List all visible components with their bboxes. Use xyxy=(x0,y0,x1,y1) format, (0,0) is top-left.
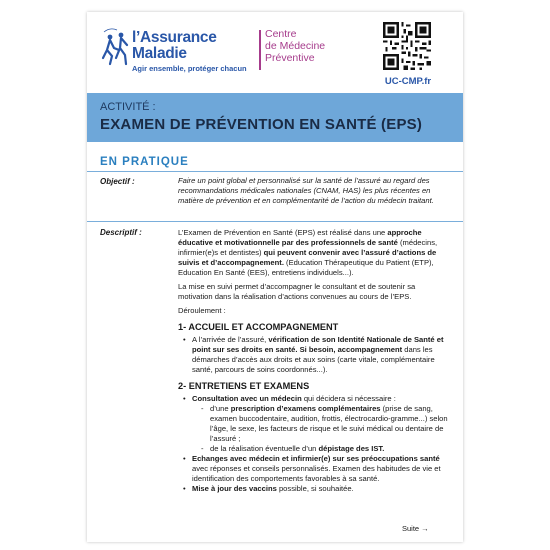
descriptif-paragraph: L’Examen de Prévention en Santé (EPS) est réalisé dans une approche éducative et motivationnelle par des professionnels de santé (médecins, infirmier(e)s et dentistes) qui peuvent convenir avec l’assuré d’actions de suivis et d’accompagnement. (Education Thérapeutique du Patient (ETP), Education En Santé (EES), entretiens individuels...). xyxy=(178,228,438,277)
deroulement-label: Déroulement : xyxy=(178,306,226,315)
next-page-link[interactable]: Suite → xyxy=(402,524,429,533)
descriptif-paragraph: La mise en suivi permet d’accompagner le consultant et de soutenir sa motivation dans la réalisation d’actions convenues au cours de l’EPS. xyxy=(178,282,416,301)
activity-kicker: ACTIVITÉ : xyxy=(100,101,156,113)
descriptif-body xyxy=(178,228,450,494)
assurance-maladie-emblem-icon xyxy=(101,28,131,68)
step-heading: 2- ENTRETIENS ET EXAMENS xyxy=(178,381,310,391)
step-list xyxy=(178,335,450,375)
step-heading: 1- ACCUEIL ET ACCOMPAGNEMENT xyxy=(178,322,339,332)
brand-tagline: Agir ensemble, protéger chacun xyxy=(132,64,247,73)
sub-list-item: - d’une prescription d’examens complémentaires (prise de sang, examen buccodentaire, audition, frottis, électrocardio-gramme...) selon l’âge, le sexe, les facteurs de risque et le suivi médical ou dentaire de l’assuré ; xyxy=(210,404,450,444)
centre-divider xyxy=(259,30,261,70)
brand-name: l’Assurance Maladie xyxy=(132,29,217,62)
document-page xyxy=(87,12,463,542)
assurance-maladie-logo xyxy=(101,28,251,88)
sub-list-item: - de la réalisation éventuelle d’un dépistage des IST. xyxy=(210,444,450,454)
descriptif-label: Descriptif : xyxy=(100,228,142,237)
centre-medecine-preventive-logo: Centre de Médecine Préventive xyxy=(265,28,326,64)
divider xyxy=(87,171,463,172)
divider xyxy=(87,221,463,222)
section-heading: EN PRATIQUE xyxy=(100,156,189,168)
list-item: • Echanges avec médecin et infirmier(e) sur ses préoccupations santé avec réponses et conseils personnalisés. Examen des habitudes de vie et identification des comportements favorables à sa santé. xyxy=(192,454,450,484)
sub-list xyxy=(192,404,450,454)
list-item: • Consultation avec un médecin qui décidera si nécessaire : - d’une prescription d’examens complémentaires (prise de sang, examen buccodentaire, audition, frottis, électrocardio-gramme...) selon l’âge, le sexe, les facteurs de risque et le suivi médical ou dentaire de l’assuré ; - de la réalisation éventuelle d’un dépistage des IST. xyxy=(192,394,450,454)
list-item: • A l’arrivée de l’assuré, vérification de son Identité Nationale de Santé et point sur ses droits en santé. Si besoin, accompagnement dans les démarches d’accès aux droits et aux soins (carte vitale, complémentaire santé, parcours de soins coordonnés...). xyxy=(192,335,450,375)
list-item: • Mise à jour des vaccins possible, si souhaitée. xyxy=(192,484,450,494)
page-title: EXAMEN DE PRÉVENTION EN SANTÉ (EPS) xyxy=(100,116,423,133)
objectif-text: Faire un point global et personnalisé sur la santé de l’assuré au regard des recommandations médicales nationales (CNAM, HAS) les plus récentes en matière de prévention et en complémentarité de l’action du médecin traitant. xyxy=(178,176,434,205)
qr-code-icon[interactable] xyxy=(383,22,431,70)
objectif-label: Objectif : xyxy=(100,177,135,186)
qr-url-label[interactable]: UC-CMP.fr xyxy=(384,76,432,87)
step-list xyxy=(178,394,450,494)
